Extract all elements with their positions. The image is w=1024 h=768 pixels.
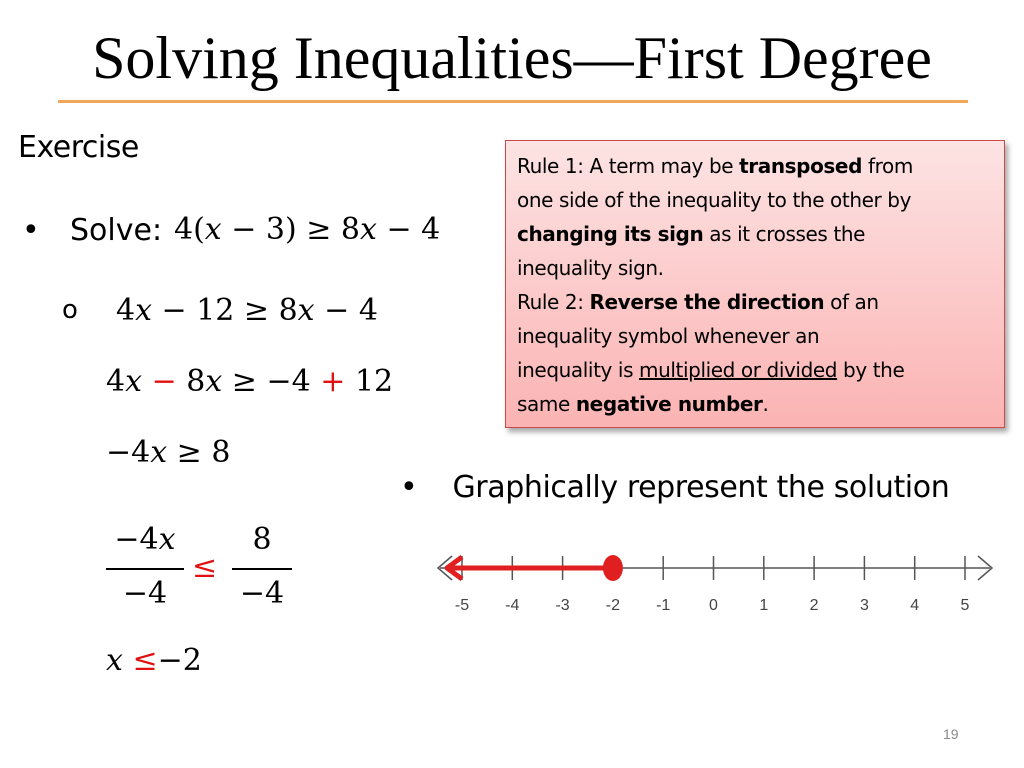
rule-1-text: as it crosses the — [703, 222, 866, 246]
graph-bullet-marker: • — [400, 470, 418, 505]
rule-2-text: by the — [837, 358, 905, 382]
step-5-value: −2 — [157, 643, 202, 678]
rule-2-text: Rule 2: — [517, 290, 590, 314]
tick-label: 1 — [759, 597, 769, 614]
fraction-right — [232, 522, 292, 614]
tick-label: 4 — [910, 597, 920, 614]
rule-1-bold-transposed: transposed — [739, 154, 863, 178]
exercise-heading: Exercise — [18, 130, 139, 165]
graph-label: Graphically represent the solution — [452, 470, 950, 505]
step-2-rhs: 12 — [354, 364, 394, 399]
fraction-left-denominator: −4 — [122, 576, 168, 611]
title-underline — [58, 100, 968, 103]
rule-1-text: from — [862, 154, 913, 178]
tick-label: 2 — [809, 597, 819, 614]
rule-2-line-1 — [517, 285, 994, 319]
rule-2-text: same — [517, 392, 576, 416]
step-2-mid: 8𝑥 ≥ −4 — [186, 364, 311, 399]
tick-label: -5 — [454, 597, 470, 614]
step-4-symbol: ≤ — [192, 550, 218, 585]
rule-2-line-4 — [517, 387, 994, 421]
fraction-left — [106, 522, 184, 614]
rules-callout-box — [505, 140, 1005, 428]
tick-label: -1 — [656, 597, 671, 614]
rule-2-text: of an — [824, 290, 879, 314]
graph-instruction — [400, 470, 949, 505]
rule-2-bold-negative: negative number — [575, 392, 763, 416]
solution-closed-dot — [603, 555, 623, 581]
solve-expression: 4(𝑥 − 3) ≥ 8𝑥 − 4 — [174, 212, 441, 247]
step-2-plus: + — [320, 364, 346, 399]
step-5-symbol: ≤ — [132, 643, 158, 678]
rule-1-line-4: inequality sign. — [517, 256, 664, 280]
sub-bullet-marker: o — [62, 295, 78, 325]
solve-label: Solve: — [70, 213, 163, 248]
step-3: −4𝑥 ≥ 8 — [106, 435, 231, 470]
step-5-variable: 𝑥 — [106, 643, 123, 678]
fraction-left-bar — [106, 568, 184, 570]
rule-2-line-3 — [517, 353, 994, 387]
fraction-right-numerator: 8 — [252, 522, 272, 557]
fraction-left-numerator: −4𝑥 — [114, 522, 176, 557]
rule-2-bold-reverse: Reverse the direction — [589, 290, 825, 314]
step-5 — [106, 643, 202, 678]
rule-1-text: Rule 1: A term may be — [517, 154, 740, 178]
rule-1-line-3 — [517, 217, 994, 251]
tick-label: -2 — [605, 597, 621, 614]
rule-2-underlined: multiplied or divided — [639, 358, 838, 382]
tick-label: -4 — [505, 597, 520, 614]
page-number: 19 — [943, 726, 959, 742]
rule-2-text: . — [762, 392, 769, 416]
slide-title: Solving Inequalities—First Degree — [92, 25, 932, 91]
tick-label: 3 — [859, 597, 869, 614]
rule-2-line-2: inequality symbol whenever an — [517, 324, 820, 348]
fraction-right-bar — [232, 568, 292, 570]
step-2 — [106, 364, 393, 399]
tick-label: -3 — [555, 597, 570, 614]
rule-1-line-1 — [517, 149, 994, 183]
rule-2-text: inequality is — [517, 358, 640, 382]
tick-label: 0 — [709, 597, 718, 614]
number-line — [430, 540, 1000, 620]
step-1: 4𝑥 − 12 ≥ 8𝑥 − 4 — [116, 293, 378, 328]
step-2-lhs: 4𝑥 — [106, 364, 143, 399]
rule-1-line-2: one side of the inequality to the other by — [517, 188, 912, 212]
step-2-minus: − — [151, 364, 177, 399]
fraction-right-denominator: −4 — [239, 576, 285, 611]
bullet-marker: • — [22, 213, 40, 248]
tick-label: 5 — [960, 597, 970, 614]
rule-1-bold-changing-sign: changing its sign — [517, 222, 704, 246]
